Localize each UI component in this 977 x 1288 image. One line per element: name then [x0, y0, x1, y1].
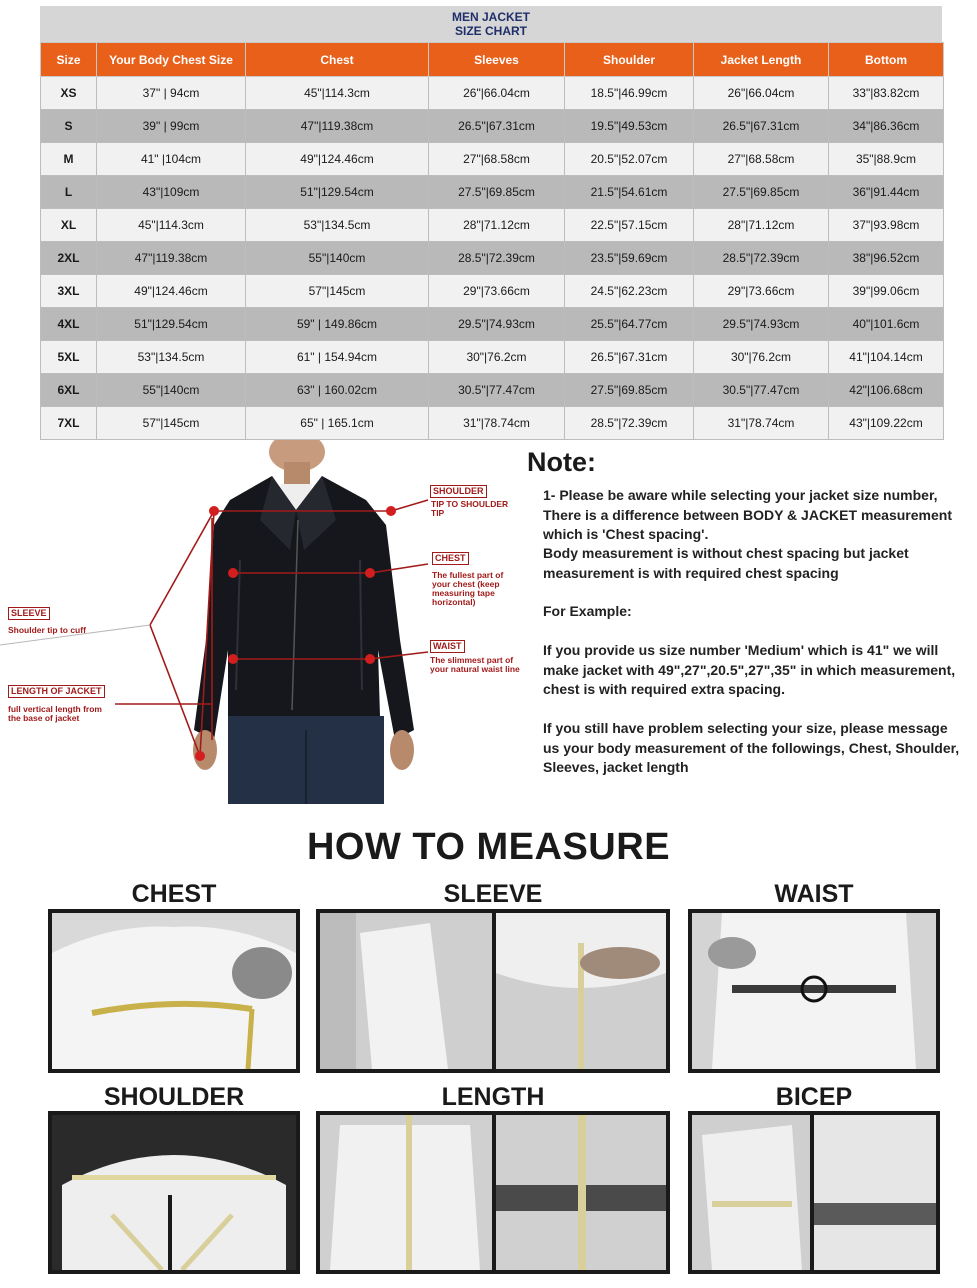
- cell-jacket-length: 31"|78.74cm: [694, 407, 829, 440]
- cell-shoulder: 27.5"|69.85cm: [565, 374, 694, 407]
- table-row: [41, 308, 944, 341]
- table-row: [41, 110, 944, 143]
- measure-label-length: LENGTH: [441, 1083, 545, 1111]
- cell-bottom: 37"|93.98cm: [829, 209, 944, 242]
- measure-label-chest: CHEST: [131, 880, 217, 908]
- header-bottom: Bottom: [829, 43, 944, 77]
- chart-title-line2: SIZE CHART: [455, 24, 527, 38]
- cell-shoulder: 22.5"|57.15cm: [565, 209, 694, 242]
- callout-chest-desc: The fullest part of your chest (keep measuring tape horizontal): [432, 570, 504, 607]
- cell-body-chest: 47"|119.38cm: [97, 242, 246, 275]
- cell-sleeves: 26.5"|67.31cm: [429, 110, 565, 143]
- chart-title-line1: MEN JACKET: [451, 10, 530, 24]
- cell-shoulder: 26.5"|67.31cm: [565, 341, 694, 374]
- measure-label-bicep: BICEP: [775, 1083, 853, 1111]
- header-body-chest: Your Body Chest Size: [97, 43, 246, 77]
- cell-bottom: 38"|96.52cm: [829, 242, 944, 275]
- callout-chest-label: CHEST: [432, 552, 469, 565]
- table-row: [41, 407, 944, 440]
- cell-body-chest: 53"|134.5cm: [97, 341, 246, 374]
- header-shoulder: Shoulder: [565, 43, 694, 77]
- cell-bottom: 39"|99.06cm: [829, 275, 944, 308]
- cell-sleeves: 28.5"|72.39cm: [429, 242, 565, 275]
- callout-length-desc: full vertical length from the base of jacket: [8, 704, 102, 723]
- table-header-row: [41, 43, 944, 77]
- cell-jacket-length: 29.5"|74.93cm: [694, 308, 829, 341]
- header-chest: Chest: [246, 43, 429, 77]
- cell-bottom: 41"|104.14cm: [829, 341, 944, 374]
- cell-shoulder: 25.5"|64.77cm: [565, 308, 694, 341]
- cell-jacket-length: 27.5"|69.85cm: [694, 176, 829, 209]
- cell-sleeves: 31"|78.74cm: [429, 407, 565, 440]
- cell-size: 5XL: [41, 341, 97, 374]
- callout-waist-desc: The slimmest part of your natural waist line: [430, 655, 520, 674]
- jacket-measure-diagram: [0, 440, 530, 810]
- cell-bottom: 36"|91.44cm: [829, 176, 944, 209]
- cell-size: 3XL: [41, 275, 97, 308]
- cell-sleeves: 28"|71.12cm: [429, 209, 565, 242]
- callout-waist-label: WAIST: [430, 640, 465, 653]
- cell-size: S: [41, 110, 97, 143]
- cell-size: M: [41, 143, 97, 176]
- note-paragraph-2: Body measurement is without chest spacing but jacket measurement is with required chest spacing: [543, 545, 909, 581]
- cell-body-chest: 57"|145cm: [97, 407, 246, 440]
- cell-chest: 53"|134.5cm: [246, 209, 429, 242]
- cell-sleeves: 30.5"|77.47cm: [429, 374, 565, 407]
- cell-jacket-length: 28"|71.12cm: [694, 209, 829, 242]
- note-paragraph-4: If you provide us size number 'Medium' which is 41" we will make jacket with 49",27",20.5",27",35" in which measurement, chest is with required extra spacing.: [543, 642, 956, 697]
- cell-body-chest: 49"|124.46cm: [97, 275, 246, 308]
- cell-jacket-length: 30"|76.2cm: [694, 341, 829, 374]
- cell-jacket-length: 27"|68.58cm: [694, 143, 829, 176]
- sleeve-measure-photo: [316, 909, 670, 1073]
- cell-sleeves: 29"|73.66cm: [429, 275, 565, 308]
- chart-title: [40, 6, 942, 42]
- cell-body-chest: 41" |104cm: [97, 143, 246, 176]
- cell-jacket-length: 26"|66.04cm: [694, 77, 829, 110]
- note-paragraph-3: For Example:: [543, 603, 632, 619]
- cell-chest: 57"|145cm: [246, 275, 429, 308]
- cell-bottom: 42"|106.68cm: [829, 374, 944, 407]
- callout-sleeve-desc: Shoulder tip to cuff: [8, 625, 86, 635]
- cell-bottom: 33"|83.82cm: [829, 77, 944, 110]
- cell-chest: 65" | 165.1cm: [246, 407, 429, 440]
- callout-shoulder-label: SHOULDER: [430, 485, 487, 498]
- cell-jacket-length: 28.5"|72.39cm: [694, 242, 829, 275]
- cell-body-chest: 45"|114.3cm: [97, 209, 246, 242]
- cell-sleeves: 30"|76.2cm: [429, 341, 565, 374]
- cell-sleeves: 29.5"|74.93cm: [429, 308, 565, 341]
- cell-body-chest: 43"|109cm: [97, 176, 246, 209]
- cell-shoulder: 19.5"|49.53cm: [565, 110, 694, 143]
- cell-chest: 47"|119.38cm: [246, 110, 429, 143]
- measure-label-sleeve: SLEEVE: [443, 880, 543, 908]
- cell-size: XS: [41, 77, 97, 110]
- cell-bottom: 40"|101.6cm: [829, 308, 944, 341]
- length-measure-photo: [316, 1111, 670, 1274]
- bicep-measure-photo: [688, 1111, 940, 1274]
- cell-shoulder: 23.5"|59.69cm: [565, 242, 694, 275]
- waist-measure-photo: [688, 909, 940, 1073]
- cell-size: L: [41, 176, 97, 209]
- cell-sleeves: 26"|66.04cm: [429, 77, 565, 110]
- cell-sleeves: 27"|68.58cm: [429, 143, 565, 176]
- measure-label-shoulder: SHOULDER: [103, 1083, 245, 1111]
- cell-sleeves: 27.5"|69.85cm: [429, 176, 565, 209]
- note-paragraph-5: If you still have problem selecting your size, please message us your body measurement of the followings, Chest, Shoulder, Sleeves, jacket length: [543, 720, 960, 775]
- cell-chest: 55"|140cm: [246, 242, 429, 275]
- cell-body-chest: 55"|140cm: [97, 374, 246, 407]
- table-row: [41, 209, 944, 242]
- cell-chest: 59" | 149.86cm: [246, 308, 429, 341]
- callout-shoulder-desc: TIP TO SHOULDER TIP: [431, 499, 509, 518]
- table-row: [41, 77, 944, 110]
- callout-sleeve-label: SLEEVE: [8, 607, 50, 620]
- cell-chest: 45"|114.3cm: [246, 77, 429, 110]
- measure-label-waist: WAIST: [774, 880, 854, 908]
- cell-size: 6XL: [41, 374, 97, 407]
- cell-size: 2XL: [41, 242, 97, 275]
- cell-chest: 51"|129.54cm: [246, 176, 429, 209]
- table-row: [41, 242, 944, 275]
- table-row: [41, 143, 944, 176]
- cell-shoulder: 20.5"|52.07cm: [565, 143, 694, 176]
- cell-shoulder: 18.5"|46.99cm: [565, 77, 694, 110]
- cell-jacket-length: 26.5"|67.31cm: [694, 110, 829, 143]
- cell-body-chest: 39" | 99cm: [97, 110, 246, 143]
- cell-size: 4XL: [41, 308, 97, 341]
- shoulder-measure-photo: [48, 1111, 300, 1274]
- cell-body-chest: 37" | 94cm: [97, 77, 246, 110]
- cell-chest: 63" | 160.02cm: [246, 374, 429, 407]
- cell-jacket-length: 29"|73.66cm: [694, 275, 829, 308]
- cell-chest: 61" | 154.94cm: [246, 341, 429, 374]
- cell-shoulder: 21.5"|54.61cm: [565, 176, 694, 209]
- note-paragraph-1: 1- Please be aware while selecting your jacket size number, There is a difference between BODY & JACKET measurement which is 'Chest spacing'.: [543, 487, 952, 542]
- cell-body-chest: 51"|129.54cm: [97, 308, 246, 341]
- cell-shoulder: 24.5"|62.23cm: [565, 275, 694, 308]
- header-jacket-length: Jacket Length: [694, 43, 829, 77]
- size-chart-table: [40, 42, 944, 440]
- callout-length-label: LENGTH OF JACKET: [8, 685, 105, 698]
- cell-shoulder: 28.5"|72.39cm: [565, 407, 694, 440]
- cell-chest: 49"|124.46cm: [246, 143, 429, 176]
- cell-size: XL: [41, 209, 97, 242]
- table-row: [41, 176, 944, 209]
- how-to-measure-title: HOW TO MEASURE: [306, 826, 671, 868]
- chest-measure-photo: [48, 909, 300, 1073]
- note-heading: Note:: [527, 447, 596, 477]
- cell-bottom: 43"|109.22cm: [829, 407, 944, 440]
- cell-size: 7XL: [41, 407, 97, 440]
- cell-bottom: 35"|88.9cm: [829, 143, 944, 176]
- table-row: [41, 275, 944, 308]
- cell-jacket-length: 30.5"|77.47cm: [694, 374, 829, 407]
- table-row: [41, 374, 944, 407]
- header-size: Size: [41, 43, 97, 77]
- table-row: [41, 341, 944, 374]
- cell-bottom: 34"|86.36cm: [829, 110, 944, 143]
- header-sleeves: Sleeves: [429, 43, 565, 77]
